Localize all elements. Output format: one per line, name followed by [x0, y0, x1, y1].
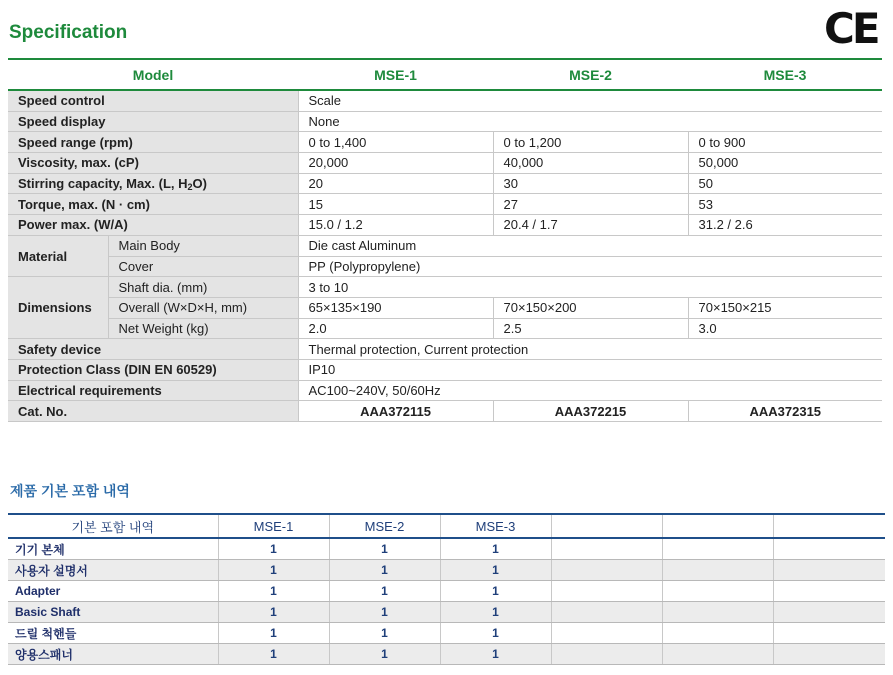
label-cover: Cover — [108, 256, 298, 277]
empty-cell — [662, 560, 773, 581]
empty-cell — [662, 538, 773, 560]
specification-table — [8, 58, 882, 422]
included-items-table — [8, 513, 885, 665]
ce-mark-logo: CE — [824, 4, 878, 53]
empty-cell — [773, 623, 885, 644]
included-qty-mse-2: 1 — [329, 644, 440, 665]
empty-cell — [662, 581, 773, 602]
empty-cell — [773, 644, 885, 665]
value-stirring-1: 20 — [298, 173, 493, 194]
label-overall: Overall (W×D×H, mm) — [108, 297, 298, 318]
label-safety-device: Safety device — [8, 339, 298, 360]
label-cat-no: Cat. No. — [8, 401, 298, 422]
label-speed-control: Speed control — [8, 90, 298, 111]
label-power: Power max. (W/A) — [8, 215, 298, 236]
included-item-name: Adapter — [8, 581, 218, 602]
value-speed-range-1: 0 to 1,400 — [298, 132, 493, 153]
value-speed-range-3: 0 to 900 — [688, 132, 882, 153]
row-cat-no — [8, 401, 882, 422]
empty-cell — [551, 538, 662, 560]
stirring-label-part-b: O) — [192, 175, 207, 191]
included-qty-mse-3: 1 — [440, 581, 551, 602]
row-viscosity — [8, 153, 882, 174]
empty-cell — [551, 560, 662, 581]
included-item-name: 양용스패너 — [8, 644, 218, 665]
value-stirring-2: 30 — [493, 173, 688, 194]
included-qty-mse-2: 1 — [329, 538, 440, 560]
row-material-main-body — [8, 235, 882, 256]
included-row — [8, 538, 885, 560]
row-protection-class — [8, 359, 882, 380]
value-weight-2: 2.5 — [493, 318, 688, 339]
header-mse-1: MSE-1 — [298, 59, 493, 90]
empty-cell — [662, 644, 773, 665]
empty-cell — [551, 644, 662, 665]
included-item-name: 사용자 설명서 — [8, 560, 218, 581]
included-qty-mse-1: 1 — [218, 623, 329, 644]
value-weight-1: 2.0 — [298, 318, 493, 339]
value-torque-1: 15 — [298, 194, 493, 215]
included-qty-mse-1: 1 — [218, 538, 329, 560]
included-qty-mse-1: 1 — [218, 581, 329, 602]
value-torque-3: 53 — [688, 194, 882, 215]
header-included-mse-2: MSE-2 — [329, 514, 440, 538]
header-mse-2: MSE-2 — [493, 59, 688, 90]
included-qty-mse-1: 1 — [218, 644, 329, 665]
header-included-item: 기본 포함 내역 — [8, 514, 218, 538]
included-item-name: 드릴 척핸들 — [8, 623, 218, 644]
row-dimensions-weight — [8, 318, 882, 339]
label-shaft-dia: Shaft dia. (mm) — [108, 277, 298, 298]
empty-cell — [662, 602, 773, 623]
row-dimensions-overall — [8, 297, 882, 318]
value-safety-device: Thermal protection, Current protection — [298, 339, 882, 360]
label-main-body: Main Body — [108, 235, 298, 256]
row-safety-device — [8, 339, 882, 360]
included-items-title: 제품 기본 포함 내역 — [10, 483, 130, 499]
included-qty-mse-3: 1 — [440, 560, 551, 581]
row-power — [8, 215, 882, 236]
value-speed-range-2: 0 to 1,200 — [493, 132, 688, 153]
included-item-name: Basic Shaft — [8, 602, 218, 623]
included-qty-mse-3: 1 — [440, 602, 551, 623]
included-row — [8, 623, 885, 644]
value-electrical: AC100~240V, 50/60Hz — [298, 380, 882, 401]
empty-cell — [773, 538, 885, 560]
included-header-row — [8, 514, 885, 538]
value-protection-class: IP10 — [298, 359, 882, 380]
empty-cell — [773, 560, 885, 581]
included-row — [8, 602, 885, 623]
header-included-mse-1: MSE-1 — [218, 514, 329, 538]
included-row — [8, 581, 885, 602]
row-speed-control — [8, 90, 882, 111]
empty-cell — [551, 623, 662, 644]
value-viscosity-1: 20,000 — [298, 153, 493, 174]
row-speed-range — [8, 132, 882, 153]
value-cat-2: AAA372215 — [493, 401, 688, 422]
header-empty-1 — [551, 514, 662, 538]
value-speed-control: Scale — [298, 90, 882, 111]
empty-cell — [773, 581, 885, 602]
label-material: Material — [8, 235, 108, 276]
included-qty-mse-1: 1 — [218, 602, 329, 623]
page-title: Specification — [9, 22, 128, 43]
empty-cell — [551, 602, 662, 623]
included-qty-mse-2: 1 — [329, 623, 440, 644]
empty-cell — [773, 602, 885, 623]
stirring-label-subscript: 2 — [187, 181, 193, 192]
label-dimensions: Dimensions — [8, 277, 108, 339]
value-speed-display: None — [298, 111, 882, 132]
included-qty-mse-3: 1 — [440, 623, 551, 644]
included-qty-mse-2: 1 — [329, 602, 440, 623]
value-cat-1: AAA372115 — [298, 401, 493, 422]
included-qty-mse-1: 1 — [218, 560, 329, 581]
value-main-body: Die cast Aluminum — [298, 235, 882, 256]
spec-header-row — [8, 59, 882, 90]
value-cover: PP (Polypropylene) — [298, 256, 882, 277]
value-weight-3: 3.0 — [688, 318, 882, 339]
value-cat-3: AAA372315 — [688, 401, 882, 422]
label-protection-class: Protection Class (DIN EN 60529) — [8, 359, 298, 380]
value-overall-3: 70×150×215 — [688, 297, 882, 318]
row-material-cover — [8, 256, 882, 277]
header-mse-3: MSE-3 — [688, 59, 882, 90]
row-electrical — [8, 380, 882, 401]
row-stirring-capacity — [8, 173, 882, 194]
included-qty-mse-3: 1 — [440, 538, 551, 560]
empty-cell — [551, 581, 662, 602]
value-overall-2: 70×150×200 — [493, 297, 688, 318]
label-viscosity: Viscosity, max. (cP) — [8, 153, 298, 174]
label-stirring-capacity — [8, 173, 298, 194]
included-qty-mse-2: 1 — [329, 560, 440, 581]
value-power-2: 20.4 / 1.7 — [493, 215, 688, 236]
header-empty-2 — [662, 514, 773, 538]
label-electrical: Electrical requirements — [8, 380, 298, 401]
label-speed-display: Speed display — [8, 111, 298, 132]
value-torque-2: 27 — [493, 194, 688, 215]
value-viscosity-3: 50,000 — [688, 153, 882, 174]
included-row — [8, 644, 885, 665]
empty-cell — [662, 623, 773, 644]
row-torque — [8, 194, 882, 215]
included-qty-mse-3: 1 — [440, 644, 551, 665]
value-stirring-3: 50 — [688, 173, 882, 194]
value-power-1: 15.0 / 1.2 — [298, 215, 493, 236]
value-power-3: 31.2 / 2.6 — [688, 215, 882, 236]
included-qty-mse-2: 1 — [329, 581, 440, 602]
row-dimensions-shaft — [8, 277, 882, 298]
label-speed-range: Speed range (rpm) — [8, 132, 298, 153]
header-model: Model — [8, 59, 298, 90]
label-torque: Torque, max. (N · cm) — [8, 194, 298, 215]
header-empty-3 — [773, 514, 885, 538]
value-overall-1: 65×135×190 — [298, 297, 493, 318]
stirring-label-part-a: Stirring capacity, Max. (L, H — [18, 175, 188, 191]
value-shaft-dia: 3 to 10 — [298, 277, 882, 298]
value-viscosity-2: 40,000 — [493, 153, 688, 174]
included-row — [8, 560, 885, 581]
label-net-weight: Net Weight (kg) — [108, 318, 298, 339]
header-included-mse-3: MSE-3 — [440, 514, 551, 538]
row-speed-display — [8, 111, 882, 132]
included-item-name: 기기 본체 — [8, 538, 218, 560]
